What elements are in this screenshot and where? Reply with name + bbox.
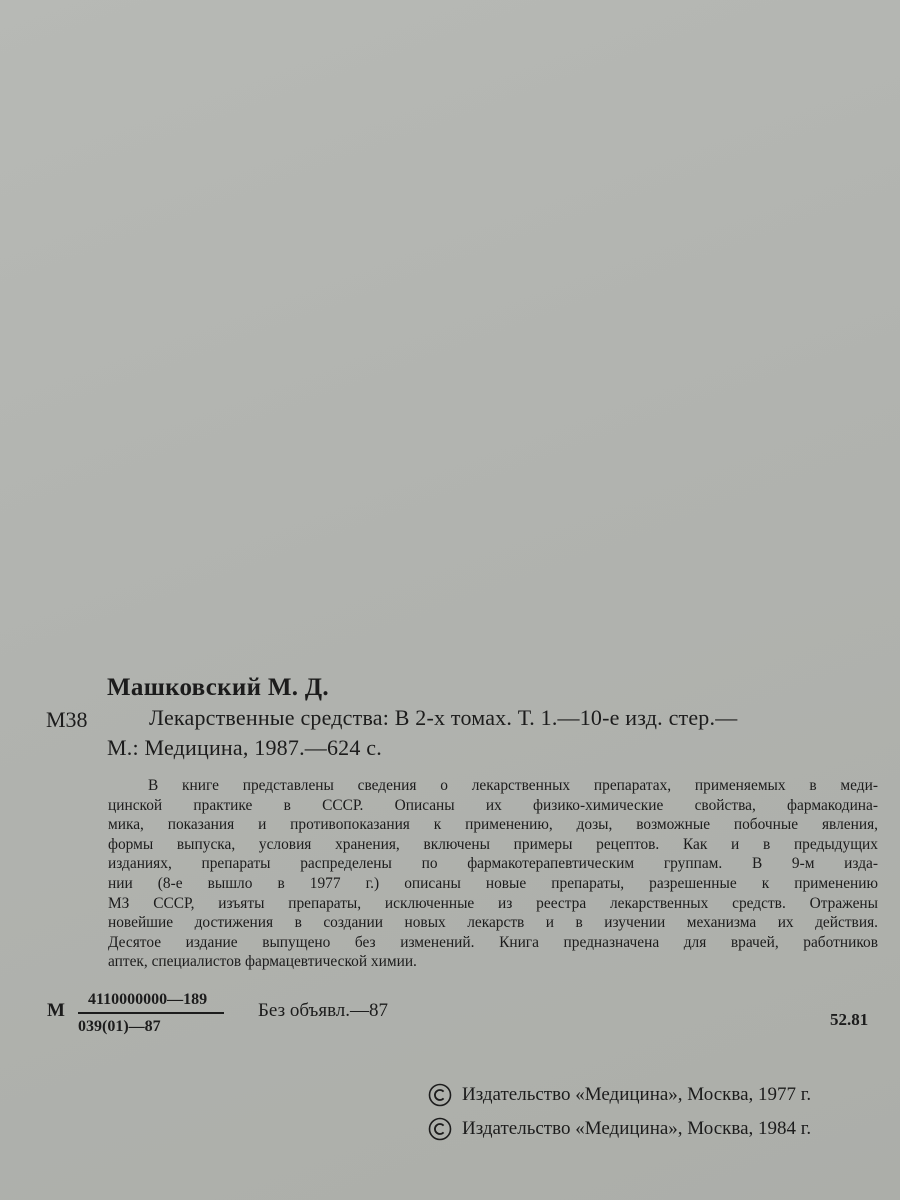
- annotation-line: Десятое издание выпущено без изменений. Книга предназначена для врачей, работников: [108, 933, 878, 951]
- publication-imprint: М.: Медицина, 1987.—624 с.: [107, 735, 382, 760]
- annotation-line: изданиях, препараты распределены по фармакотерапевтическим группам. В 9-м изда-: [108, 855, 878, 873]
- copyright-text: Издательство «Медицина», Москва, 1977 г.: [462, 1084, 812, 1105]
- price-code: 52.81: [830, 1010, 869, 1029]
- copyright-line: [428, 1083, 811, 1107]
- book-title-line: Лекарственные средства: В 2-х томах. Т. 1.—10-е изд. стер.—: [149, 705, 738, 730]
- annotation-line: мика, показания и противопоказания к применению, дозы, возможные побочные явления,: [108, 816, 878, 834]
- annotation-line: формы выпуска, условия хранения, включены примеры рецептов. Как и в предыдущих: [108, 835, 878, 853]
- annotation-line: новейшие достижения в создании новых лекарств и в изучении механизма их действия.: [108, 914, 878, 932]
- annotation-line: МЗ СССР, изъяты препараты, исключенные из реестра лекарственных средств. Отражены: [108, 894, 878, 912]
- fraction-bar: [78, 1012, 224, 1014]
- annotation-line: аптек, специалистов фармацевтической химии.: [108, 953, 417, 971]
- annotation-line: В книге представлены сведения о лекарственных препаратах, применяемых в меди-: [148, 777, 878, 794]
- catalog-index-letter: М: [47, 1000, 65, 1021]
- copyright-text: Издательство «Медицина», Москва, 1984 г.: [462, 1118, 812, 1139]
- classification-code: М38: [46, 707, 88, 732]
- catalog-index-numerator: 4110000000—189: [88, 991, 208, 1008]
- catalog-index-denominator: 039(01)—87: [78, 1017, 161, 1035]
- copyright-icon: [428, 1117, 452, 1141]
- copyright-icon: [428, 1083, 452, 1107]
- catalog-index-fraction: [78, 990, 224, 1037]
- author-name: Машковский М. Д.: [107, 674, 329, 701]
- annotation-line: нии (8-е вышло в 1977 г.) описаны новые препараты, разрешенные к применению: [108, 874, 878, 892]
- annotation-line: цинской практике в СССР. Описаны их физико-химические свойства, фармакодина-: [108, 796, 878, 814]
- annotation-paragraph: [108, 776, 878, 972]
- no-announcement-note: Без объявл.—87: [258, 1000, 389, 1021]
- copyright-line: [428, 1117, 811, 1141]
